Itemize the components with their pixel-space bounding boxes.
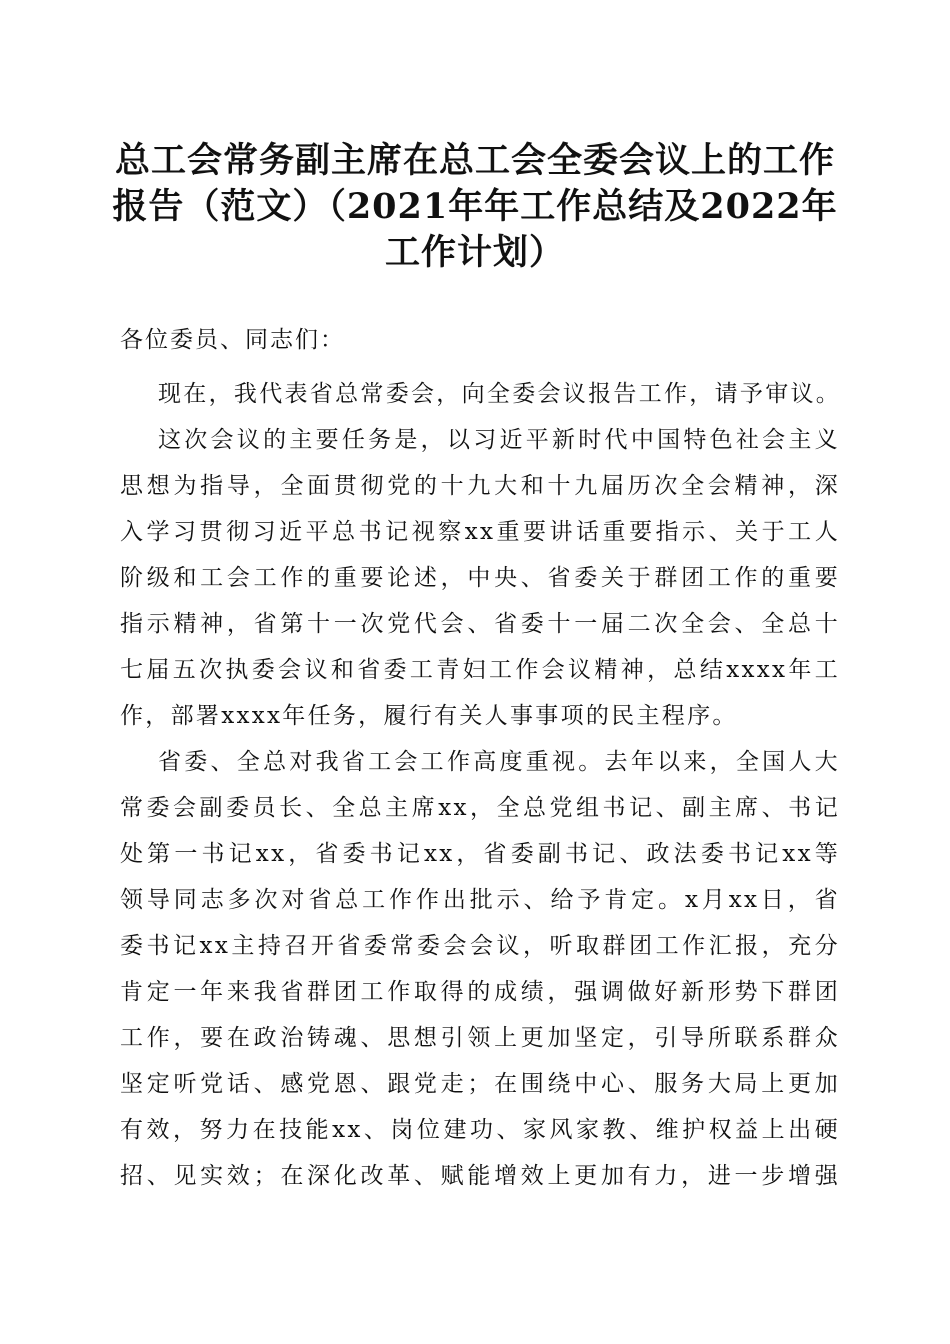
salutation: 各位委员、同志们： xyxy=(120,327,345,353)
paragraph-line: 工作，要在政治铸魂、思想引领上更加坚定，引导所联系群众 xyxy=(120,1025,840,1051)
title-line: 工作计划） xyxy=(384,232,565,273)
paragraph-line: 常委会副委员长、全总主席xx，全总党组书记、副主席、书记 xyxy=(120,795,840,821)
paragraph-2 xyxy=(120,417,840,739)
paragraph-line: 委书记xx主持召开省委常委会会议，听取群团工作汇报，充分 xyxy=(120,933,840,959)
paragraph-line: 思想为指导，全面贯彻党的十九大和十九届历次全会精神，深 xyxy=(120,473,840,499)
document-body xyxy=(120,325,840,1199)
paragraph-line: 现在，我代表省总常委会，向全委会议报告工作，请予审议。 xyxy=(158,381,842,407)
paragraph-1 xyxy=(120,371,840,417)
title-line: 总工会常务副主席在总工会全委会议上的工作 xyxy=(114,140,835,181)
paragraph-line: 领导同志多次对省总工作作出批示、给予肯定。x月xx日，省 xyxy=(120,887,840,913)
paragraph-line: 省委、全总对我省工会工作高度重视。去年以来，全国人大 xyxy=(158,749,840,775)
paragraph-line: 指示精神，省第十一次党代会、省委十一届二次全会、全总十 xyxy=(120,611,840,637)
paragraph-line: 入学习贯彻习近平总书记视察xx重要讲话重要指示、关于工人 xyxy=(120,519,840,545)
paragraph-3 xyxy=(120,739,840,1199)
paragraph-line: 招、见实效；在深化改革、赋能增效上更加有力，进一步增强 xyxy=(120,1163,840,1189)
paragraph-line: 坚定听党话、感党恩、跟党走；在围绕中心、服务大局上更加 xyxy=(120,1071,840,1097)
title-line: 报告（范文）（2021年年工作总结及2022年 xyxy=(112,186,838,227)
paragraph-line: 有效，努力在技能xx、岗位建功、家风家教、维护权益上出硬 xyxy=(120,1117,840,1143)
paragraph-line: 阶级和工会工作的重要论述，中央、省委关于群团工作的重要 xyxy=(120,565,840,591)
paragraph-line: 这次会议的主要任务是，以习近平新时代中国特色社会主义 xyxy=(158,427,840,453)
paragraph-line: 七届五次执委会议和省委工青妇工作会议精神，总结xxxx年工 xyxy=(120,657,840,683)
paragraph-line: 作，部署xxxx年任务，履行有关人事事项的民主程序。 xyxy=(120,703,738,729)
paragraph-line: 处第一书记xx，省委书记xx，省委副书记、政法委书记xx等 xyxy=(120,841,840,867)
paragraph-line: 肯定一年来我省群团工作取得的成绩，强调做好新形势下群团 xyxy=(120,979,840,1005)
document-title xyxy=(110,138,840,276)
